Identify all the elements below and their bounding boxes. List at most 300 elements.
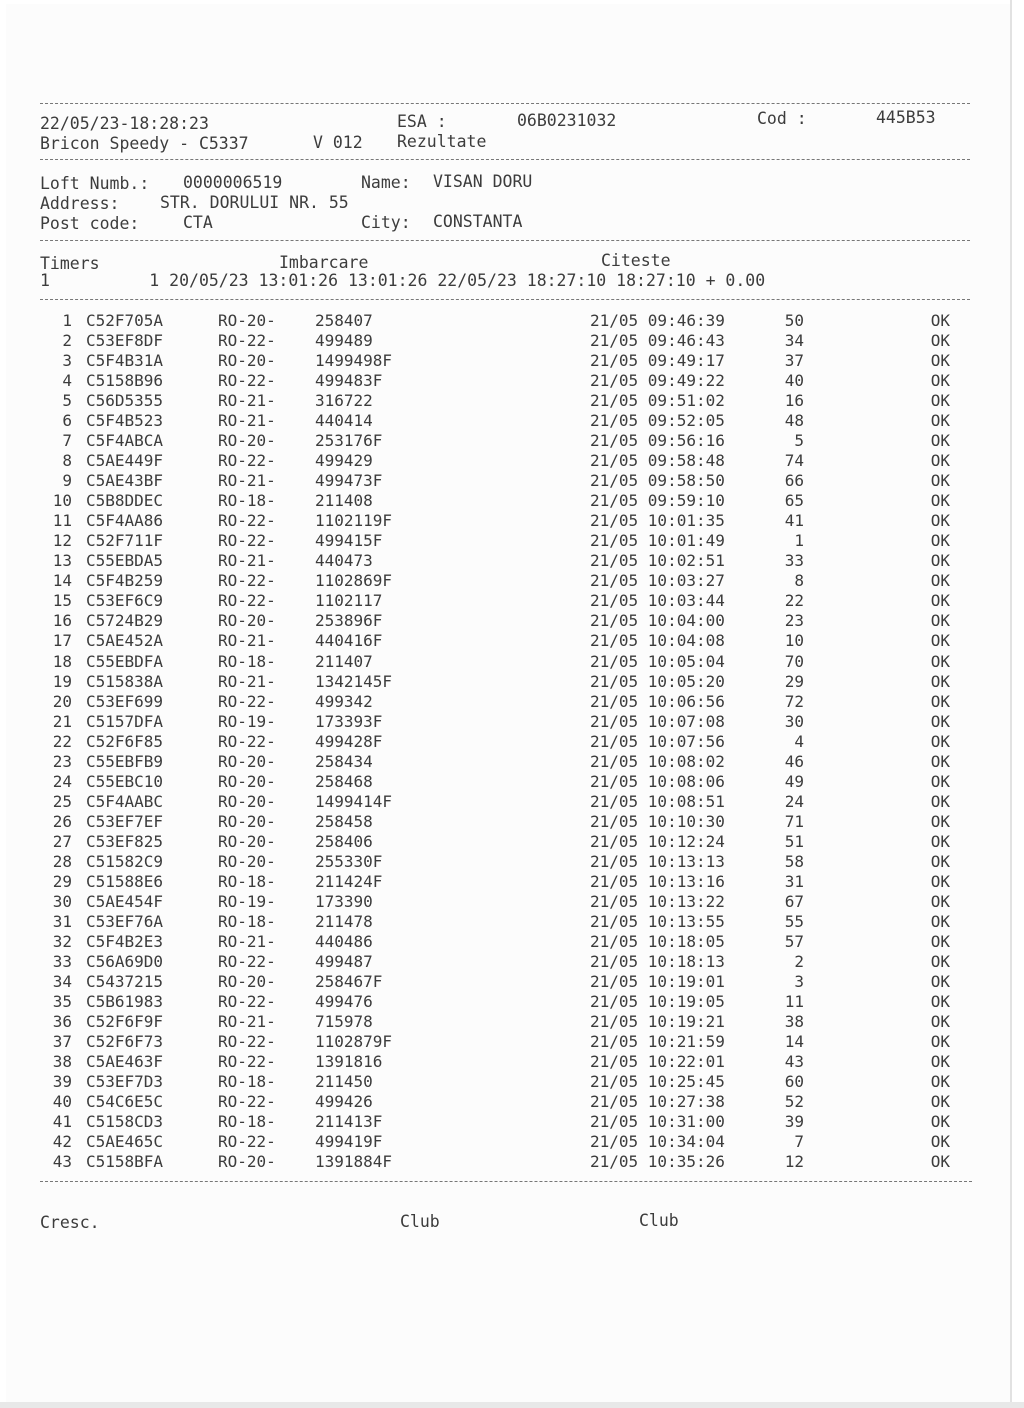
result-index: 4 — [62, 371, 72, 391]
separator-timers — [40, 299, 970, 300]
print-datetime: 22/05/23-18:28:23 — [40, 114, 209, 133]
result-row — [0, 1034, 1024, 1054]
status: OK — [930, 371, 950, 391]
ring-prefix: RO-22- — [218, 591, 276, 611]
ring-number: 440416F — [315, 631, 383, 651]
result-index: 35 — [52, 992, 72, 1012]
arrival-time: 21/05 10:05:04 — [590, 651, 725, 671]
status: OK — [930, 411, 950, 431]
rank: 8 — [794, 571, 804, 591]
rank: 5 — [794, 431, 804, 451]
ring-prefix: RO-20- — [218, 831, 276, 851]
ring-prefix: RO-20- — [218, 751, 276, 771]
rank: 50 — [784, 311, 804, 330]
ring-prefix: RO-22- — [218, 1092, 276, 1112]
result-row — [0, 513, 1024, 533]
arrival-time: 21/05 10:21:59 — [590, 1032, 725, 1052]
status: OK — [930, 511, 950, 531]
address-label: Address: — [40, 194, 120, 213]
ring-number: 1342145F — [315, 671, 393, 691]
arrival-time: 21/05 10:01:49 — [590, 531, 725, 551]
ring-prefix: RO-22- — [218, 571, 276, 591]
ring-code: C5157DFA — [86, 711, 164, 731]
loft-number-label: Loft Numb.: — [40, 174, 150, 193]
ring-prefix: RO-20- — [218, 771, 276, 791]
cod-label: Cod : — [757, 109, 807, 128]
ring-code: C5437215 — [86, 971, 164, 991]
arrival-time: 21/05 10:13:13 — [590, 851, 725, 871]
ring-number: 211413F — [315, 1112, 383, 1132]
ring-number: 1499498F — [315, 351, 393, 371]
result-row — [0, 1074, 1024, 1094]
result-row — [0, 353, 1024, 373]
rank: 72 — [784, 691, 804, 711]
ring-prefix: RO-20- — [218, 311, 276, 330]
address-value: STR. DORULUI NR. 55 — [160, 193, 349, 212]
rank: 4 — [794, 731, 804, 751]
rank: 52 — [784, 1092, 804, 1112]
club-label-1: Club — [400, 1212, 440, 1231]
ring-prefix: RO-18- — [218, 651, 276, 671]
postcode-value: CTA — [183, 213, 213, 232]
rank: 58 — [784, 851, 804, 871]
result-index: 12 — [52, 531, 72, 551]
result-index: 8 — [62, 451, 72, 471]
imbarcare-label: Imbarcare — [279, 253, 369, 272]
rank: 29 — [784, 671, 804, 691]
ring-number: 499476 — [315, 992, 373, 1012]
ring-prefix: RO-21- — [218, 1012, 276, 1032]
result-index: 33 — [52, 951, 72, 971]
result-index: 31 — [52, 911, 72, 931]
arrival-time: 21/05 10:08:06 — [590, 771, 725, 791]
result-index: 9 — [62, 471, 72, 491]
result-row — [0, 811, 1024, 834]
arrival-time: 21/05 09:58:48 — [590, 451, 725, 471]
arrival-time: 21/05 10:34:04 — [590, 1132, 725, 1152]
ring-number: 499489 — [315, 331, 373, 351]
result-row — [0, 333, 1024, 353]
ring-prefix: RO-20- — [218, 611, 276, 631]
result-row — [0, 711, 1024, 734]
result-row — [0, 994, 1024, 1014]
ring-number: 253896F — [315, 611, 383, 631]
ring-prefix: RO-21- — [218, 411, 276, 431]
arrival-time: 21/05 10:19:05 — [590, 992, 725, 1012]
ring-number: 211408 — [315, 491, 373, 511]
status: OK — [930, 971, 950, 991]
rank: 3 — [794, 971, 804, 991]
ring-code: C53EF825 — [86, 831, 164, 851]
result-row — [0, 1014, 1024, 1034]
status: OK — [930, 611, 950, 631]
ring-code: C52F705A — [86, 311, 164, 330]
result-index: 32 — [52, 931, 72, 951]
status: OK — [930, 951, 950, 971]
arrival-time: 21/05 10:13:55 — [590, 911, 725, 931]
rank: 22 — [784, 591, 804, 611]
ring-number: 1391884F — [315, 1152, 393, 1172]
arrival-time: 21/05 10:19:01 — [590, 971, 725, 991]
rank: 38 — [784, 1012, 804, 1032]
ring-number: 258468 — [315, 771, 373, 791]
ring-prefix: RO-20- — [218, 811, 276, 831]
ring-number: 1102117 — [315, 591, 383, 611]
status: OK — [930, 431, 950, 451]
ring-number: 258407 — [315, 311, 373, 330]
result-index: 1 — [62, 311, 72, 330]
status: OK — [930, 451, 950, 471]
rank: 24 — [784, 791, 804, 811]
status: OK — [930, 311, 950, 330]
ring-code: C5724B29 — [86, 611, 164, 631]
rank: 67 — [784, 891, 804, 911]
result-row — [0, 553, 1024, 573]
result-index: 20 — [52, 691, 72, 711]
result-index: 21 — [52, 711, 72, 731]
ring-code: C5F4B523 — [86, 411, 164, 431]
ring-code: C5158B96 — [86, 371, 164, 391]
ring-prefix: RO-20- — [218, 971, 276, 991]
rank: 23 — [784, 611, 804, 631]
result-index: 25 — [52, 791, 72, 811]
result-index: 7 — [62, 431, 72, 451]
ring-prefix: RO-22- — [218, 451, 276, 471]
result-index: 10 — [52, 491, 72, 511]
ring-code: C55EBC10 — [86, 771, 164, 791]
status: OK — [930, 831, 950, 851]
status: OK — [930, 1132, 950, 1152]
arrival-time: 21/05 10:13:16 — [590, 871, 725, 891]
ring-number: 440473 — [315, 551, 373, 571]
ring-code: C5158CD3 — [86, 1112, 164, 1132]
arrival-time: 21/05 10:25:45 — [590, 1072, 725, 1092]
result-index: 28 — [52, 851, 72, 871]
rank: 55 — [784, 911, 804, 931]
ring-code: C5F4AA86 — [86, 511, 164, 531]
status: OK — [930, 811, 950, 831]
ring-prefix: RO-20- — [218, 791, 276, 811]
rank: 74 — [784, 451, 804, 471]
ring-number: 1499414F — [315, 791, 393, 811]
result-index: 16 — [52, 611, 72, 631]
ring-prefix: RO-22- — [218, 511, 276, 531]
result-index: 30 — [52, 891, 72, 911]
ring-prefix: RO-21- — [218, 551, 276, 571]
status: OK — [930, 331, 950, 351]
ring-prefix: RO-22- — [218, 1052, 276, 1072]
ring-code: C5158BFA — [86, 1152, 164, 1172]
arrival-time: 21/05 10:12:24 — [590, 831, 725, 851]
ring-prefix: RO-22- — [218, 531, 276, 551]
rank: 39 — [784, 1112, 804, 1132]
ring-code: C5F4ABCA — [86, 431, 164, 451]
result-row — [0, 971, 1024, 994]
ring-code: C51582C9 — [86, 851, 164, 871]
result-index: 13 — [52, 551, 72, 571]
result-row — [0, 533, 1024, 553]
cod-value: 445B53 — [876, 108, 936, 127]
result-row — [0, 1134, 1024, 1154]
ring-number: 440486 — [315, 931, 373, 951]
result-row — [0, 313, 1024, 333]
ring-code: C54C6E5C — [86, 1092, 164, 1112]
result-index: 3 — [62, 351, 72, 371]
arrival-time: 21/05 09:58:50 — [590, 471, 725, 491]
rank: 11 — [784, 992, 804, 1012]
status: OK — [930, 1092, 950, 1112]
status: OK — [930, 911, 950, 931]
ring-code: C5AE452A — [86, 631, 164, 651]
arrival-time: 21/05 10:04:00 — [590, 611, 725, 631]
ring-code: C53EF8DF — [86, 331, 164, 351]
result-row — [0, 373, 1024, 393]
rank: 1 — [794, 531, 804, 551]
ring-code: C52F711F — [86, 531, 164, 551]
arrival-time: 21/05 09:46:43 — [590, 331, 725, 351]
result-index: 5 — [62, 391, 72, 411]
ring-prefix: RO-20- — [218, 351, 276, 371]
ring-prefix: RO-18- — [218, 1112, 276, 1132]
result-index: 19 — [52, 671, 72, 691]
arrival-time: 21/05 10:04:08 — [590, 631, 725, 651]
result-index: 22 — [52, 731, 72, 751]
result-row — [0, 951, 1024, 974]
arrival-time: 21/05 10:10:30 — [590, 811, 725, 831]
status: OK — [930, 1072, 950, 1092]
ring-prefix: RO-19- — [218, 711, 276, 731]
timers-label: Timers — [40, 254, 100, 273]
status: OK — [930, 351, 950, 371]
result-index: 6 — [62, 411, 72, 431]
result-row — [0, 473, 1024, 493]
result-row — [0, 633, 1024, 653]
ring-prefix: RO-21- — [218, 931, 276, 951]
rank: 34 — [784, 331, 804, 351]
ring-code: C53EF6C9 — [86, 591, 164, 611]
arrival-time: 21/05 10:03:44 — [590, 591, 725, 611]
device-name: Bricon Speedy - C5337 — [40, 134, 249, 153]
status: OK — [930, 871, 950, 891]
ring-prefix: RO-22- — [218, 951, 276, 971]
ring-prefix: RO-21- — [218, 671, 276, 691]
result-row — [0, 831, 1024, 854]
ring-prefix: RO-20- — [218, 851, 276, 871]
ring-number: 715978 — [315, 1012, 373, 1032]
ring-code: C5F4B31A — [86, 351, 164, 371]
result-index: 2 — [62, 331, 72, 351]
arrival-time: 21/05 09:52:05 — [590, 411, 725, 431]
ring-number: 316722 — [315, 391, 373, 411]
ring-prefix: RO-18- — [218, 491, 276, 511]
result-index: 38 — [52, 1052, 72, 1072]
arrival-time: 21/05 10:08:51 — [590, 791, 725, 811]
ring-prefix: RO-22- — [218, 331, 276, 351]
ring-prefix: RO-22- — [218, 371, 276, 391]
rank: 12 — [784, 1152, 804, 1172]
result-index: 43 — [52, 1152, 72, 1172]
result-index: 34 — [52, 971, 72, 991]
status: OK — [930, 391, 950, 411]
result-row — [0, 791, 1024, 814]
status: OK — [930, 711, 950, 731]
status: OK — [930, 651, 950, 671]
result-index: 36 — [52, 1012, 72, 1032]
loft-name: VISAN DORU — [433, 172, 533, 191]
ring-prefix: RO-18- — [218, 871, 276, 891]
arrival-time: 21/05 10:18:05 — [590, 931, 725, 951]
arrival-time: 21/05 10:06:56 — [590, 691, 725, 711]
status: OK — [930, 931, 950, 951]
esa-value: 06B0231032 — [517, 111, 617, 130]
ring-number: 499419F — [315, 1132, 383, 1152]
result-index: 24 — [52, 771, 72, 791]
ring-prefix: RO-21- — [218, 471, 276, 491]
ring-number: 499428F — [315, 731, 383, 751]
ring-prefix: RO-22- — [218, 1132, 276, 1152]
rank: 40 — [784, 371, 804, 391]
ring-number: 499415F — [315, 531, 383, 551]
arrival-time: 21/05 10:35:26 — [590, 1152, 725, 1172]
rank: 41 — [784, 511, 804, 531]
rank: 49 — [784, 771, 804, 791]
postcode-label: Post code: — [40, 214, 140, 233]
ring-number: 258434 — [315, 751, 373, 771]
rank: 30 — [784, 711, 804, 731]
arrival-time: 21/05 10:22:01 — [590, 1052, 725, 1072]
result-index: 29 — [52, 871, 72, 891]
result-row — [0, 413, 1024, 433]
status: OK — [930, 531, 950, 551]
ring-number: 499473F — [315, 471, 383, 491]
ring-prefix: RO-22- — [218, 1032, 276, 1052]
ring-number: 499487 — [315, 951, 373, 971]
ring-code: C52F6F9F — [86, 1012, 164, 1032]
status: OK — [930, 691, 950, 711]
ring-prefix: RO-22- — [218, 691, 276, 711]
status: OK — [930, 791, 950, 811]
result-row — [0, 593, 1024, 613]
arrival-time: 21/05 10:18:13 — [590, 951, 725, 971]
status: OK — [930, 992, 950, 1012]
arrival-time: 21/05 09:49:17 — [590, 351, 725, 371]
rank: 65 — [784, 491, 804, 511]
status: OK — [930, 551, 950, 571]
device-version: V 012 — [313, 133, 363, 152]
status: OK — [930, 731, 950, 751]
ring-prefix: RO-21- — [218, 391, 276, 411]
ring-number: 1102879F — [315, 1032, 393, 1052]
ring-code: C5AE465C — [86, 1132, 164, 1152]
ring-number: 258406 — [315, 831, 373, 851]
ring-number: 253176F — [315, 431, 383, 451]
rank: 37 — [784, 351, 804, 371]
rank: 7 — [794, 1132, 804, 1152]
report-title: Rezultate — [397, 132, 487, 151]
arrival-time: 21/05 10:02:51 — [590, 551, 725, 571]
ring-prefix: RO-18- — [218, 1072, 276, 1092]
result-row — [0, 851, 1024, 874]
result-row — [0, 671, 1024, 694]
arrival-time: 21/05 10:07:56 — [590, 731, 725, 751]
arrival-time: 21/05 09:49:22 — [590, 371, 725, 391]
ring-code: C5B61983 — [86, 992, 164, 1012]
result-row — [0, 573, 1024, 593]
ring-number: 258467F — [315, 971, 383, 991]
ring-code: C515838A — [86, 671, 164, 691]
result-index: 41 — [52, 1112, 72, 1132]
rank: 60 — [784, 1072, 804, 1092]
result-row — [0, 751, 1024, 774]
rank: 71 — [784, 811, 804, 831]
ring-number: 499429 — [315, 451, 373, 471]
ring-code: C5F4B259 — [86, 571, 164, 591]
ring-code: C5AE449F — [86, 451, 164, 471]
ring-code: C56D5355 — [86, 391, 164, 411]
result-row — [0, 651, 1024, 674]
rank: 43 — [784, 1052, 804, 1072]
loft-name-label: Name: — [361, 173, 411, 192]
ring-code: C5F4AABC — [86, 791, 164, 811]
result-row — [0, 691, 1024, 714]
status: OK — [930, 891, 950, 911]
rank: 2 — [794, 951, 804, 971]
result-index: 42 — [52, 1132, 72, 1152]
ring-number: 499483F — [315, 371, 383, 391]
status: OK — [930, 631, 950, 651]
result-index: 11 — [52, 511, 72, 531]
status: OK — [930, 571, 950, 591]
status: OK — [930, 471, 950, 491]
ring-prefix: RO-22- — [218, 731, 276, 751]
city-label: City: — [361, 213, 411, 232]
rank: 33 — [784, 551, 804, 571]
rank: 14 — [784, 1032, 804, 1052]
separator-loft — [40, 240, 970, 241]
citeste-label: Citeste — [601, 251, 671, 270]
ring-code: C53EF699 — [86, 691, 164, 711]
status: OK — [930, 671, 950, 691]
arrival-time: 21/05 09:51:02 — [590, 391, 725, 411]
result-row — [0, 393, 1024, 413]
status: OK — [930, 1152, 950, 1172]
ring-code: C53EF7D3 — [86, 1072, 164, 1092]
esa-label: ESA : — [397, 112, 447, 131]
club-label-2: Club — [639, 1211, 679, 1230]
status: OK — [930, 1012, 950, 1032]
ring-prefix: RO-20- — [218, 1152, 276, 1172]
rank: 46 — [784, 751, 804, 771]
result-index: 18 — [52, 651, 72, 671]
result-index: 23 — [52, 751, 72, 771]
result-row — [0, 931, 1024, 954]
ring-number: 499342 — [315, 691, 373, 711]
result-row — [0, 871, 1024, 894]
result-row — [0, 493, 1024, 513]
ring-number: 255330F — [315, 851, 383, 871]
rank: 57 — [784, 931, 804, 951]
ring-code: C53EF7EF — [86, 811, 164, 831]
ring-code: C55EBFB9 — [86, 751, 164, 771]
rank: 70 — [784, 651, 804, 671]
rank: 10 — [784, 631, 804, 651]
status: OK — [930, 771, 950, 791]
ring-code: C55EBDFA — [86, 651, 164, 671]
separator-header — [40, 159, 970, 160]
result-index: 15 — [52, 591, 72, 611]
ring-number: 173393F — [315, 711, 383, 731]
ring-number: 499426 — [315, 1092, 373, 1112]
